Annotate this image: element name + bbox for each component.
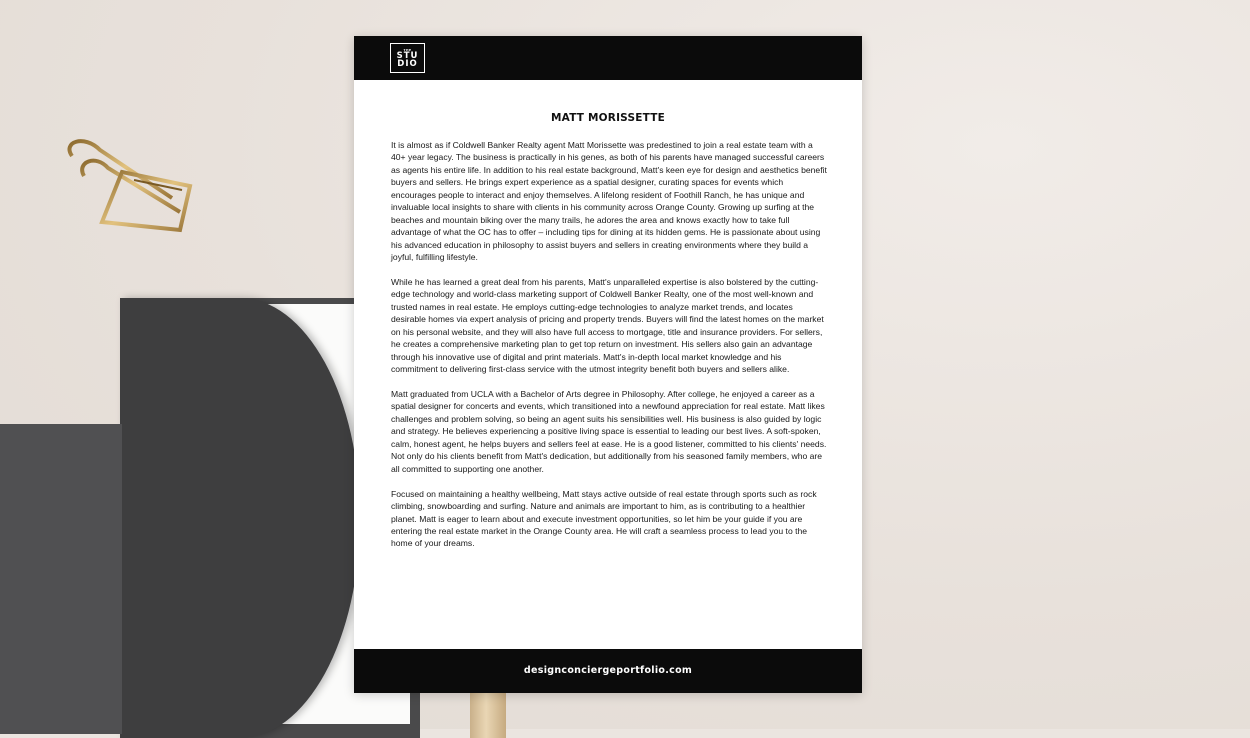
paragraph-3: Matt graduated from UCLA with a Bachelor of Arts degree in Philosophy. After college, he enjoyed a career as a spatial designer for concerts and events, which transitioned into a newfound appreciation for real estate. Matt likes challenges and problem solving, so being an agent suits his sensibilities well. His business is also guided by logic and strategy. He believes experiencing a positive living space is essential to leading our best lives. A soft-spoken, calm, honest agent, he helps buyers and sellers feel at ease. He is a good listener, committed to his clients' needs. Not only do his clients benefit from Matt's dedication, but additionally from his seasoned family members, who are all committed to supporting one another. (391, 389, 827, 474)
document-body (391, 139, 829, 562)
document-sheet (354, 36, 862, 693)
footer-url: designconciergeportfolio.com (523, 665, 693, 676)
sheet-header (354, 36, 862, 80)
binder-clip-icon (62, 138, 202, 238)
paragraph-1: It is almost as if Coldwell Banker Realty agent Matt Morissette was predestined to join a real estate team with a 40+ year legacy. The business is practically in his genes, as both of his parents have managed successful careers as agents his entire life. In addition to his real estate background, Matt's keen eye for design and aesthetics benefit buyers and sellers. He brings expert experience as a spatial designer, curating spaces for events which encourages people to interact and enjoy themselves. A lifelong resident of Foothill Ranch, he has unique and invaluable local insights to share with clients in his community across Orange County. Growing up surfing at the beaches and mountain biking over the many trails, he adores the area and knows exactly how to take full advantage of what the OC has to offer – including tips for dining at its hidden gems. He is passionate about using his advanced education in philosophy to assist buyers and sellers in creating environments where they build a joyful, fulfilling lifestyle. (391, 140, 827, 263)
pencil (470, 690, 506, 738)
sheet-footer (354, 649, 862, 693)
logo-line-1: STU (396, 51, 419, 61)
studio-logo (390, 43, 425, 73)
paragraph-4: Focused on maintaining a healthy wellbeing, Matt stays active outside of real estate through sports such as rock climbing, snowboarding and surfing. Nature and animals are important to him, as is contributing to a healthier planet. Matt is eager to learn about and execute investment opportunities, so let him be your guide if you are entering the real estate market in the Orange County area. He will craft a seamless process to lead you to the home of your dreams. (391, 488, 817, 549)
logo-top: THE (403, 48, 412, 52)
paragraph-2: While he has learned a great deal from his parents, Matt's unparalleled expertise is also bolstered by the cutting-edge technology and world-class marketing support of Coldwell Banker Realty, one of the most well-known and trusted names in real estate. He employs cutting-edge technologies to analyze market trends, and locates desirable homes via expert analysis of pricing and property trends. Buyers will find the latest homes on the market on his personal website, and they will also have full access to mortgage, title and insurance providers. For sellers, he creates a comprehensive marketing plan to get top return on investment. His sellers also gain an advantage through his innovative use of digital and print materials. Matt's in-depth local market knowledge and his commitment to delivering first-class service with the utmost integrity benefit both buyers and sellers alike. (391, 276, 824, 375)
logo-line-2: DIO (397, 59, 418, 69)
folder-front (0, 424, 122, 734)
envelope-flap (120, 298, 360, 738)
document-title: MATT MORISSETTE (551, 112, 665, 124)
